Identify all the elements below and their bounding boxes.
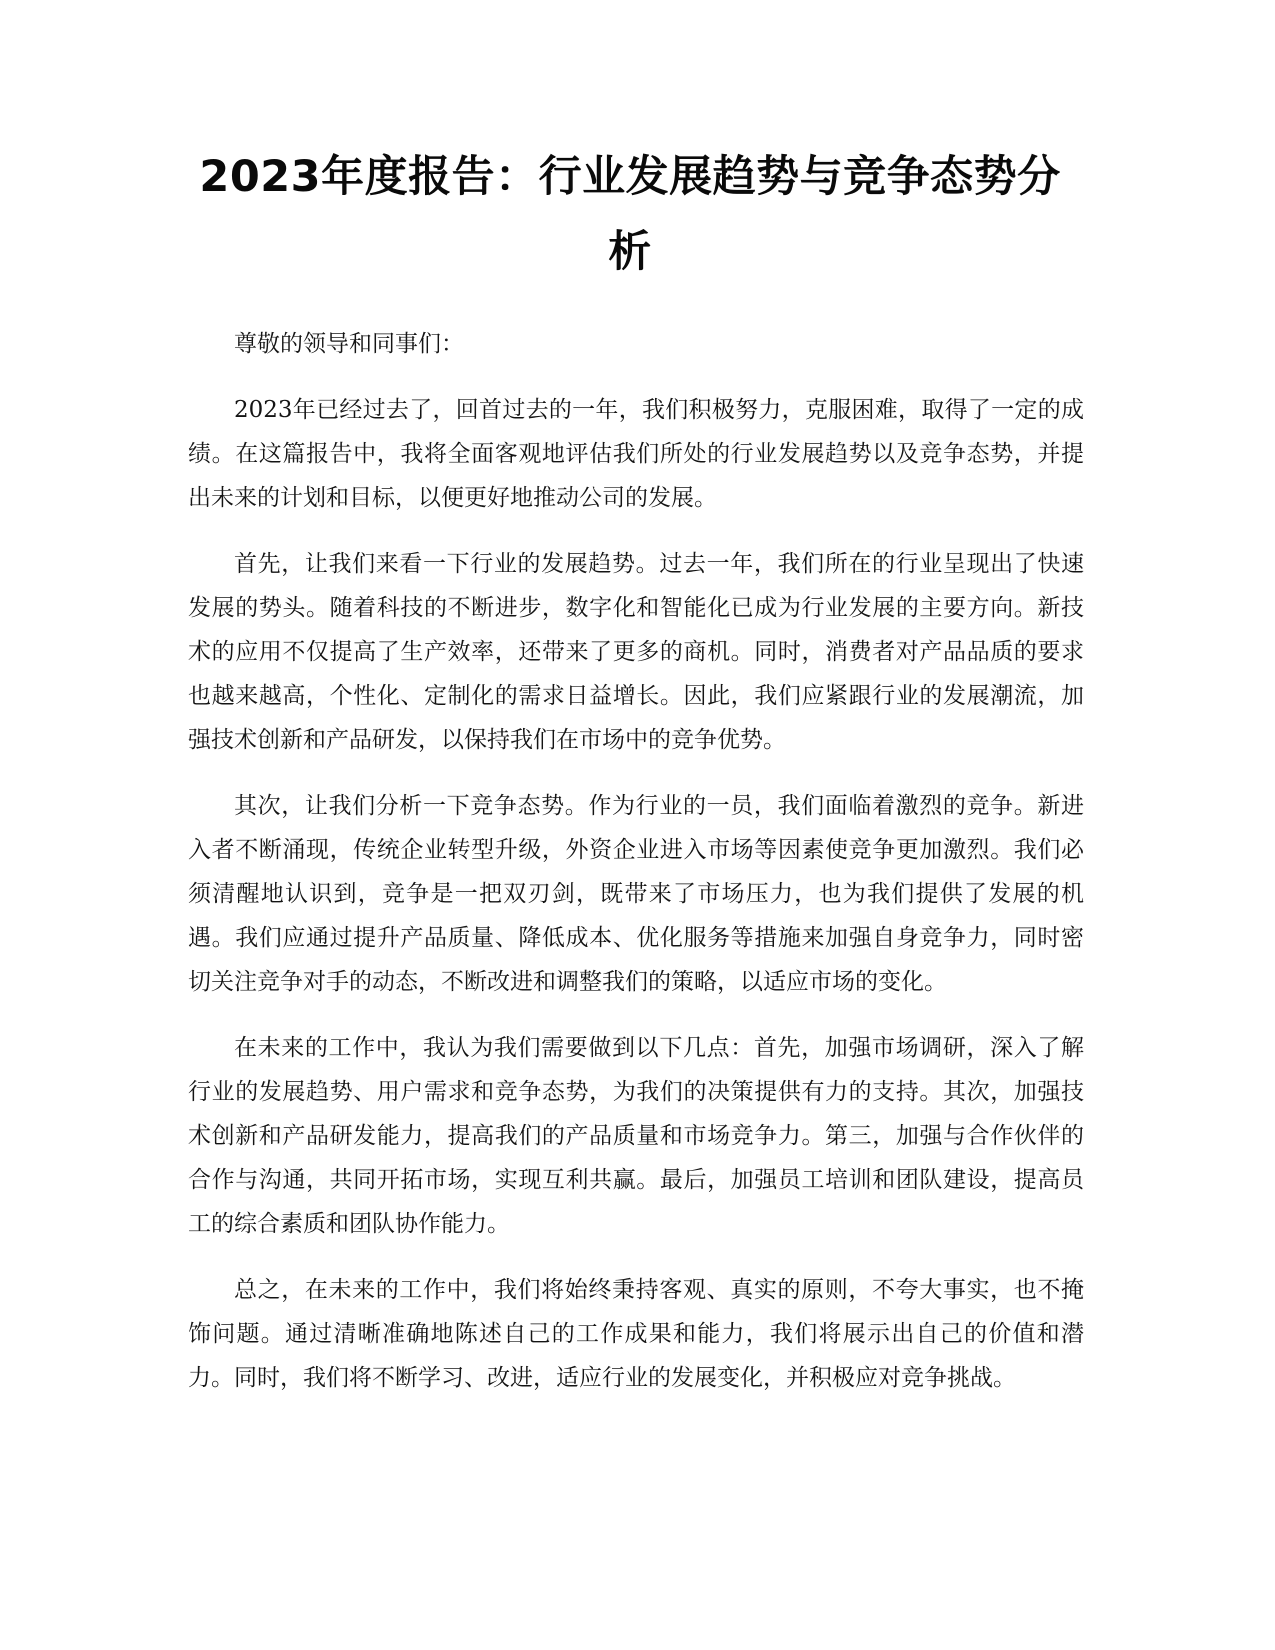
document-title: 2023年度报告：行业发展趋势与竞争态势分析 — [199, 152, 1061, 277]
salutation: 尊敬的领导和同事们： — [234, 331, 464, 357]
document-body — [188, 322, 1084, 1422]
paragraph-intro: 2023年已经过去了，回首过去的一年，我们积极努力，克服困难，取得了一定的成绩。在这篇报告中，我将全面客观地评估我们所处的行业发展趋势以及竞争态势，并提出未来的计划和目标，以便更好地推动公司的发展。 — [188, 397, 1084, 511]
paragraph-industry-trends: 首先，让我们来看一下行业的发展趋势。过去一年，我们所在的行业呈现出了快速发展的势头。随着科技的不断进步，数字化和智能化已成为行业发展的主要方向。新技术的应用不仅提高了生产效率，还带来了更多的商机。同时，消费者对产品品质的要求也越来越高，个性化、定制化的需求日益增长。因此，我们应紧跟行业的发展潮流，加强技术创新和产品研发，以保持我们在市场中的竞争优势。 — [188, 551, 1084, 753]
paragraph-future-work: 在未来的工作中，我认为我们需要做到以下几点：首先，加强市场调研，深入了解行业的发展趋势、用户需求和竞争态势，为我们的决策提供有力的支持。其次，加强技术创新和产品研发能力，提高我们的产品质量和市场竞争力。第三，加强与合作伙伴的合作与沟通，共同开拓市场，实现互利共赢。最后，加强员工培训和团队建设，提高员工的综合素质和团队协作能力。 — [188, 1035, 1084, 1237]
paragraph-competition: 其次，让我们分析一下竞争态势。作为行业的一员，我们面临着激烈的竞争。新进入者不断涌现，传统企业转型升级，外资企业进入市场等因素使竞争更加激烈。我们必须清醒地认识到，竞争是一把双刃剑，既带来了市场压力，也为我们提供了发展的机遇。我们应通过提升产品质量、降低成本、优化服务等措施来加强自身竞争力，同时密切关注竞争对手的动态，不断改进和调整我们的策略，以适应市场的变化。 — [188, 793, 1084, 995]
paragraph-conclusion: 总之，在未来的工作中，我们将始终秉持客观、真实的原则，不夸大事实，也不掩饰问题。通过清晰准确地陈述自己的工作成果和能力，我们将展示出自己的价值和潜力。同时，我们将不断学习、改进，适应行业的发展变化，并积极应对竞争挑战。 — [188, 1277, 1084, 1391]
